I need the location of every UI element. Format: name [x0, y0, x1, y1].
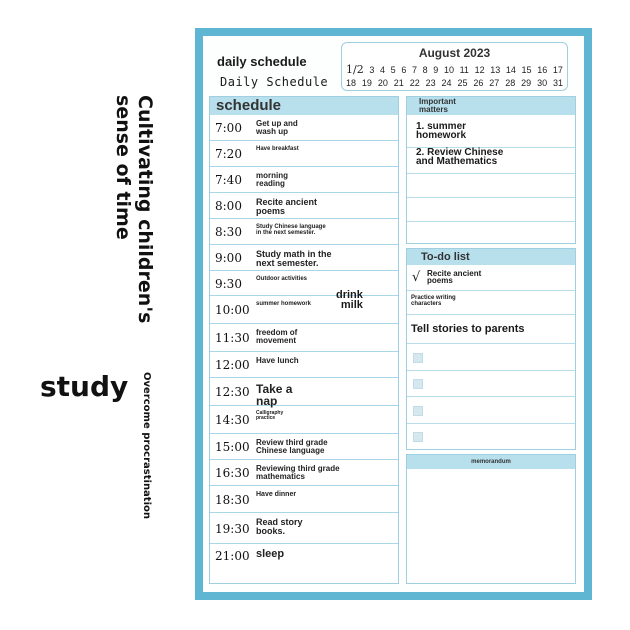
calendar-day: 5: [390, 65, 396, 75]
calendar-day: 18: [346, 78, 357, 88]
calendar-day: 19: [361, 78, 372, 88]
divider: [407, 221, 575, 222]
schedule-time: 8:00: [215, 199, 242, 213]
schedule-time: 12:30: [215, 385, 250, 399]
todo-item[interactable]: [407, 315, 575, 344]
schedule-activity: Calligraphy practice: [256, 410, 284, 421]
schedule-row: [210, 352, 398, 378]
todo-item-label: Tell stories to parents: [411, 323, 525, 335]
calendar-day: 17: [552, 65, 563, 75]
checkbox[interactable]: [413, 379, 423, 389]
todo-item[interactable]: [407, 344, 575, 371]
todo-item[interactable]: [407, 424, 575, 450]
schedule-activity: Read story books.: [256, 517, 303, 536]
divider: [407, 197, 575, 198]
schedule-activity: Reviewing third grade mathematics: [256, 464, 340, 481]
calendar-day: 31: [552, 78, 563, 88]
memorandum-panel: [406, 454, 576, 584]
checkbox[interactable]: [413, 406, 423, 416]
calendar-day: 4: [380, 65, 386, 75]
important-item-2: 2. Review Chinese and Mathematics: [416, 147, 504, 167]
calendar-day: 11: [459, 65, 469, 75]
schedule-row: [210, 460, 398, 486]
calendar-day: 27: [489, 78, 500, 88]
todo-item[interactable]: [407, 397, 575, 424]
planner-subtitle: Daily Schedule: [220, 75, 329, 89]
schedule-row: [210, 141, 398, 167]
schedule-row: [210, 486, 398, 513]
schedule-time: 12:00: [215, 358, 250, 372]
schedule-row: [210, 115, 398, 141]
todo-item-label: Practice writing characters: [411, 295, 456, 307]
calendar-day: 12: [474, 65, 485, 75]
todo-panel: [406, 248, 576, 450]
memorandum-heading: memorandum: [407, 455, 575, 469]
schedule-row: [210, 219, 398, 245]
drink-milk-note: drink milk: [336, 289, 363, 311]
calendar-day: 10: [443, 65, 454, 75]
side-word: study: [40, 370, 129, 403]
planner-sheet: [195, 28, 592, 600]
calendar-day: 21: [393, 78, 404, 88]
schedule-time: 9:00: [215, 251, 242, 265]
schedule-row: [210, 296, 398, 324]
calendar-day: 15: [521, 65, 532, 75]
schedule-activity: Take a nap: [256, 382, 293, 408]
calendar-day: 1/2: [346, 63, 364, 76]
todo-item[interactable]: [407, 265, 575, 291]
calendar-day: 25: [457, 78, 468, 88]
calendar-day: 14: [505, 65, 516, 75]
schedule-time: 7:20: [215, 147, 242, 161]
calendar-day: 20: [377, 78, 388, 88]
schedule-row: [210, 245, 398, 271]
schedule-activity: Get up and wash up: [256, 119, 298, 136]
planner-title: daily schedule: [217, 54, 307, 69]
schedule-time: 16:30: [215, 466, 250, 480]
schedule-time: 18:30: [215, 493, 250, 507]
schedule-activity: Have breakfast: [256, 146, 299, 152]
schedule-time: 21:00: [215, 549, 250, 563]
schedule-time: 9:30: [215, 277, 242, 291]
calendar-day: 22: [409, 78, 420, 88]
todo-item[interactable]: [407, 291, 575, 315]
calendar-day: 6: [401, 65, 407, 75]
schedule-activity: summer homework: [256, 301, 312, 307]
schedule-activity: Study Chinese language in the next semester.: [256, 224, 326, 236]
calendar-day: 28: [505, 78, 516, 88]
divider: [407, 173, 575, 174]
calendar-day: 7: [411, 65, 417, 75]
schedule-time: 7:40: [215, 173, 242, 187]
calendar-day: 8: [422, 65, 428, 75]
schedule-row: [210, 513, 398, 544]
calendar-day: 24: [441, 78, 452, 88]
schedule-activity: Have lunch: [256, 356, 299, 365]
schedule-time: 15:00: [215, 440, 250, 454]
important-matters-panel: [406, 96, 576, 244]
schedule-row: [210, 167, 398, 193]
schedule-row: [210, 406, 398, 434]
side-title-line-2: sense of time: [112, 95, 134, 240]
schedule-activity: sleep: [256, 548, 285, 560]
todo-item-label: Recite ancient poems: [427, 269, 482, 285]
schedule-activity: morning reading: [256, 171, 288, 188]
schedule-time: 7:00: [215, 121, 242, 135]
checkbox[interactable]: [413, 432, 423, 442]
schedule-row: [210, 544, 398, 568]
schedule-activity: Recite ancient poems: [256, 197, 318, 216]
schedule-time: 11:30: [215, 331, 250, 345]
schedule-panel: [209, 96, 399, 584]
calendar-day: 13: [490, 65, 501, 75]
schedule-row: [210, 193, 398, 219]
schedule-row: [210, 324, 398, 352]
schedule-heading: schedule: [210, 97, 398, 115]
calendar-day: 26: [473, 78, 484, 88]
schedule-time: 8:30: [215, 225, 242, 239]
important-item-1: 1. summer homework: [416, 121, 467, 141]
checkbox[interactable]: [413, 353, 423, 363]
check-mark-icon: √: [412, 270, 421, 285]
schedule-activity: Have dinner: [256, 491, 297, 498]
side-title-line-1: Cultivating children's: [134, 95, 156, 324]
schedule-activity: freedom of movement: [256, 328, 298, 345]
calendar-row-1: [346, 65, 563, 76]
calendar-month: August 2023: [418, 46, 491, 60]
schedule-time: 14:30: [215, 413, 250, 427]
todo-heading: To-do list: [407, 249, 575, 265]
calendar-day: 16: [537, 65, 548, 75]
calendar-day: 9: [433, 65, 439, 75]
calendar-day: 3: [369, 65, 375, 75]
schedule-activity: Study math in the next semester.: [256, 249, 332, 268]
calendar-row-2: [346, 78, 563, 88]
schedule-activity: Outdoor activities: [256, 276, 308, 282]
schedule-time: 19:30: [215, 522, 250, 536]
calendar: [341, 42, 568, 91]
schedule-row: [210, 271, 398, 296]
schedule-row: [210, 434, 398, 460]
side-title: [112, 95, 156, 323]
todo-item[interactable]: [407, 371, 575, 397]
side-subtitle: Overcome procrastination: [141, 372, 152, 520]
schedule-time: 10:00: [215, 303, 250, 317]
schedule-row: [210, 378, 398, 406]
schedule-activity: Review third grade Chinese language: [256, 438, 328, 455]
calendar-day: 29: [521, 78, 532, 88]
calendar-day: 23: [425, 78, 436, 88]
calendar-day: 30: [537, 78, 548, 88]
important-heading: Important matters: [407, 97, 575, 115]
